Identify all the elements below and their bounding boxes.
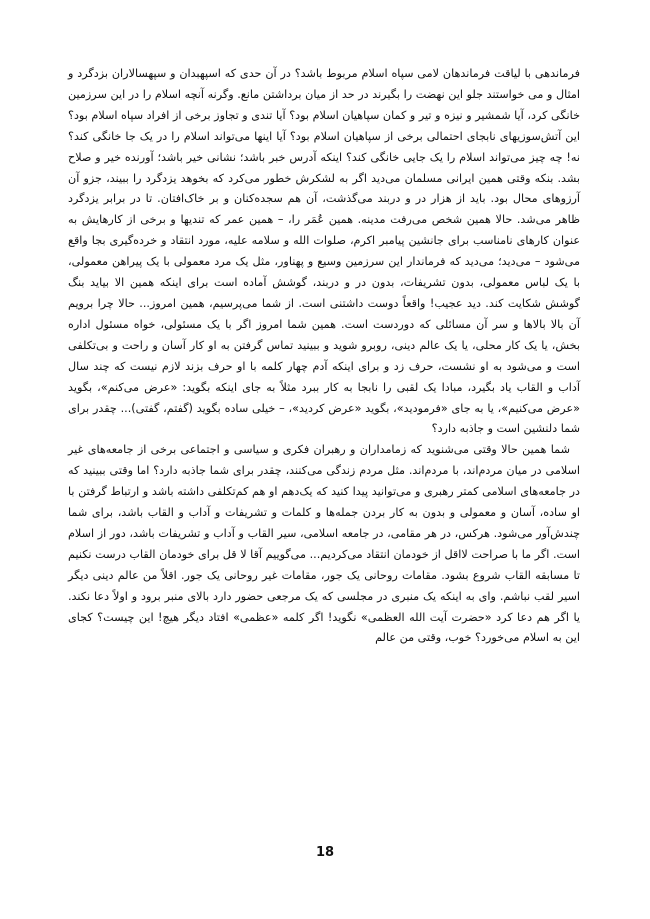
paragraph-1: فرماندهی با لیاقت فرماندهان لامی سپاه اسلام مربوط باشد؟ در آن حدی که اسپهبدان و سپهسالاران بزدگرد و امثال و می خواستند جلو این نهضت را بگیرند در حد از میان برداشتن مانع. وگرنه آنچه اسلام را در این سرزمین خانگی کرد، آیا شمشیر و نیزه و تیر و کمان سپاهیان اسلام بود؟ آیا تندی و تجاوز برخی از افراد سپاه اسلام بود؟ این آتش‌سوزیهای نابجای احتمالی برخی از سپاهیان اسلام بود؟ آیا اینها می‌تواند اسلام را در یک جا خانگی کند؟ نه! چه چیز می‌تواند اسلام را یک جایی خانگی کند؟ اینکه آدرس خبر باشد؛ نشانی خیر باشد؛ آورنده خیر و صلاح بشد. بنکه وقتی همین ایرانی مسلمان می‌دید اگر به لشکرش خطور می‌کرد که بخوهد یزدگرد را ببیند، جزو آن آرزوهای محال بود. باید از هزار در و دربند می‌گذشت، آن هم سجده‌کنان و بر خاک‌افتان. تا در برابر یزدگرد ظاهر می‌شد. حالا همین شخص می‌رفت مدینه. همین عُمَر را، – همین عمر که تندیها و برخی از کارهایش به عنوان کارهای نامناسب برای جانشین پیامبر اکرم، صلوات الله و سلامه علیه، مورد انتقاد و خرده‌گیری بجا واقع می‌شود – می‌دید؛ می‌دید که فرماندار این سرزمین وسیع و پهناور، مثل یک مرد معمولی با یک پیراهن معمولی، با یک لباس معمولی، بدون تشریفات، بدون در و دربند، گوشش آماده است برای اینکه همین الا بیاید بنگ گوشش شکایت کند. دید عجیب! واقعاً دوست داشتنی است. از شما می‌پرسیم، همین امروز... حالا چرا برویم آن بالا بالاها و سر آن مسائلی که دوردست است. همین شما امروز اگر با یک مسئولی، خواه مسئول اداره بخش، یا یک کار محلی، یا یک عالم دینی، روبرو شوید و ببینید تماس گرفتن به او کار آسان و راحت و بی‌تکلفی است و می‌شود به او نشست، حرف زد و برای اینکه آدم چهار کلمه با او حرف بزند لازم نیست که چند سال آداب و القاب یاد بگیرد، مبادا یک لقبی را نابجا به کار ببرد مثلاً به جای اینکه بگوید: «عرض می‌کنم»، بگوید «عرض می‌کنیم»، یا به جای «فرمودید»، بگوید «عرض کردید»، – خیلی ساده بگوید (گفتم، گفتی)... چقدر برای شما دلنشین است و جاذبه دارد؟ <box>68 67 580 436</box>
page-number: 18 <box>315 845 335 860</box>
paragraph-2: شما همین حالا وقتی می‌شنوید که زمامداران و رهبران فکری و سیاسی و اجتماعی برخی از جامعه‌های غیر اسلامی در میان مردم‌اند، با مردم‌اند. مثل مردم زندگی می‌کنند، چقدر برای شما جاذبه دارد؟ اما وقتی ببینید که در جامعه‌های اسلامی کمتر رهبری و می‌توانید پیدا کنید که یک‌دهم او هم کم‌تکلفی داشته باشد و ارتباط گرفتن با او ساده، آسان و معمولی و بدون به کار بردن جمله‌ها و کلمات و تشریفات و آداب و القاب باشد، برای شما چندش‌آور می‌شود. هرکس، در هر مقامی، در جامعه اسلامی، سیر القاب و آداب و تشریفات باشد، دور از اسلام است. اگر ما با صراحت لااقل از خودمان انتقاد می‌کردیم... می‌گوییم آقا لا قل برای خودمان القاب درست نکنیم تا مسابقه القاب شروع بشود. مقامات روحانی یک جور، مقامات غیر روحانی یک جور. اقلاً من عالم دینی دیگر اسیر لقب نباشم. وای به اینکه یک منبری در مجلسی که یک مرجعی حضور دارد بالای منبر برود و اولاً دعا نکند. یا اگر هم دعا کرد «حضرت آیت الله العظمی» نگوید! اگر کلمه «عظمی» افتاد دیگر هیچ! این چیست؟ کجای این به اسلام می‌خورد؟ خوب، وقتی من عالم <box>68 443 580 645</box>
body-text <box>68 64 580 649</box>
